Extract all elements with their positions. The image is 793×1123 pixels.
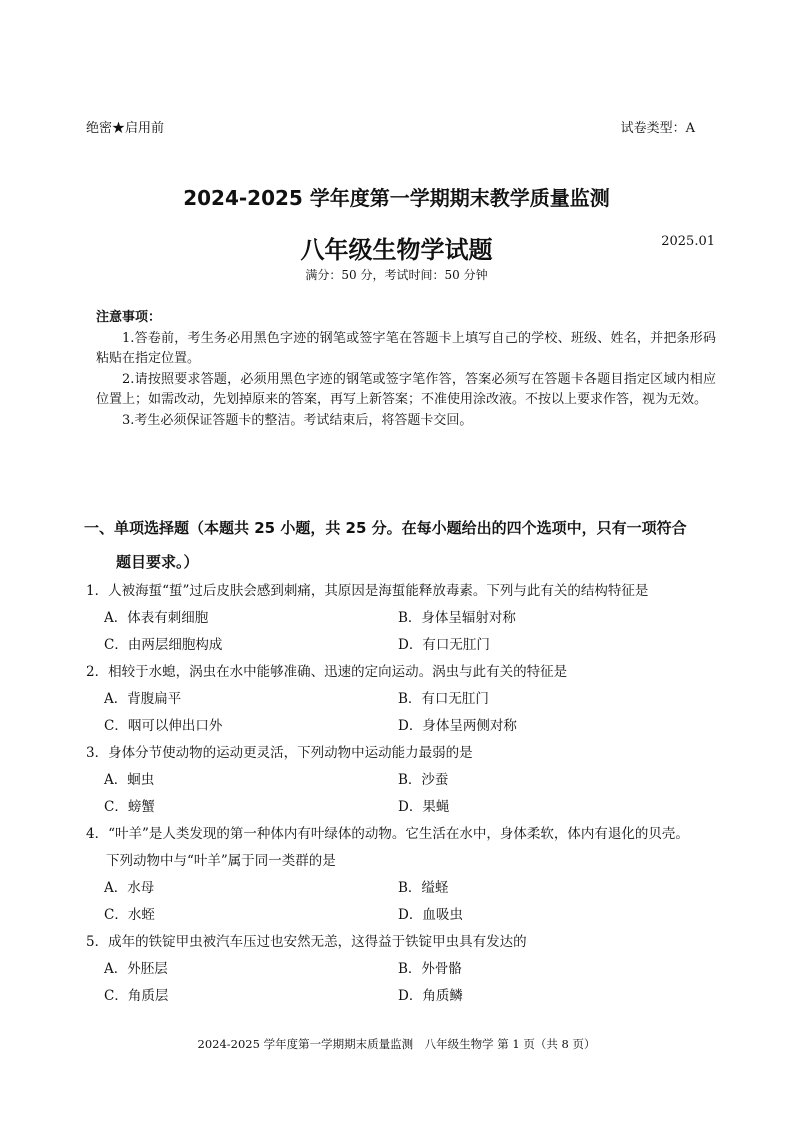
option-group [86, 956, 726, 1010]
question [86, 659, 726, 740]
section-heading-line: 题目要求。） [116, 553, 199, 571]
question [86, 821, 726, 929]
exam-meta: 满分：50 分，考试时间：50 分钟 [305, 268, 488, 282]
question-stem: 4．“叶羊”是人类发现的第一种体内有叶绿体的动物。它生活在水中，身体柔软，体内有退化的贝壳。 [86, 826, 689, 842]
question-stem-continued: 下列动物中与“叶羊”属于同一类群的是 [106, 853, 336, 869]
notice-title: 注意事项： [96, 310, 162, 325]
option: A．体表有刺细胞 [104, 610, 209, 626]
option: D．角质鳞 [398, 988, 463, 1004]
page-footer: 2024-2025 学年度第一学期期末质量监测 八年级生物学 第 1 页（共 8 页） [197, 1037, 596, 1051]
section-heading-line: 一、单项选择题（本题共 25 小题，共 25 分。在每小题给出的四个选项中，只有一项符合 [84, 519, 687, 537]
option: C．角质层 [104, 988, 169, 1004]
section-heading [84, 511, 724, 579]
option: C．螃蟹 [104, 799, 155, 815]
option: C．由两层细胞构成 [104, 637, 223, 653]
option: D．果蝇 [398, 799, 450, 815]
option: D．血吸虫 [398, 907, 463, 923]
option: A．背腹扁平 [104, 691, 182, 707]
notice-item: 3.考生必须保证答题卡的整洁。考试结束后，将答题卡交回。 [122, 412, 473, 428]
option: B．沙蚕 [398, 772, 449, 788]
option: A．蛔虫 [104, 772, 155, 788]
option: B．缢蛏 [398, 880, 449, 896]
option-group [86, 605, 726, 659]
question [86, 578, 726, 659]
option: C．咽可以伸出口外 [104, 718, 223, 734]
exam-date: 2025.01 [661, 234, 715, 249]
question [86, 740, 726, 821]
paper-type-label: 试卷类型：A [620, 121, 695, 136]
question-list [86, 578, 726, 1010]
question-stem: 2．相较于水螅，涡虫在水中能够准确、迅速的定向运动。涡虫与此有关的特征是 [86, 664, 568, 680]
question-stem: 5．成年的铁锭甲虫被汽车压过也安然无恙，这得益于铁锭甲虫具有发达的 [86, 934, 527, 950]
subject-title: 八年级生物学试题 [300, 235, 493, 264]
notice-item: 2.请按照要求答题，必须用黑色字迹的钢笔或签字笔作答，答案必须写在答题卡各题目指定区域内相应位置上；如需改动，先划掉原来的答案，再写上新答案；不准使用涂改液。不按以上要求作答，视为无效。 [96, 371, 716, 407]
option-group [86, 875, 726, 929]
exam-title: 2024-2025 学年度第一学期期末教学质量监测 [183, 186, 610, 210]
option-group [86, 686, 726, 740]
question-stem: 1．人被海蜇“蜇”过后皮肤会感到刺痛，其原因是海蜇能释放毒素。下列与此有关的结构特征是 [86, 583, 649, 599]
option-group [86, 767, 726, 821]
option: B．身体呈辐射对称 [398, 610, 516, 626]
notice-item: 1.答卷前，考生务必用黑色字迹的钢笔或签字笔在答题卡上填写自己的学校、班级、姓名，并把条形码粘贴在指定位置。 [96, 330, 716, 366]
option: C．水蛭 [104, 907, 155, 923]
option: D．有口无肛门 [398, 637, 490, 653]
notice-block [96, 308, 716, 431]
option: B．外骨骼 [398, 961, 462, 977]
option: B．有口无肛门 [398, 691, 489, 707]
option: D．身体呈两侧对称 [398, 718, 517, 734]
secrecy-label: 绝密★启用前 [86, 121, 165, 136]
option: A．水母 [104, 880, 155, 896]
question [86, 929, 726, 1010]
question-stem: 3．身体分节使动物的运动更灵活，下列动物中运动能力最弱的是 [86, 745, 473, 761]
option: A．外胚层 [104, 961, 168, 977]
